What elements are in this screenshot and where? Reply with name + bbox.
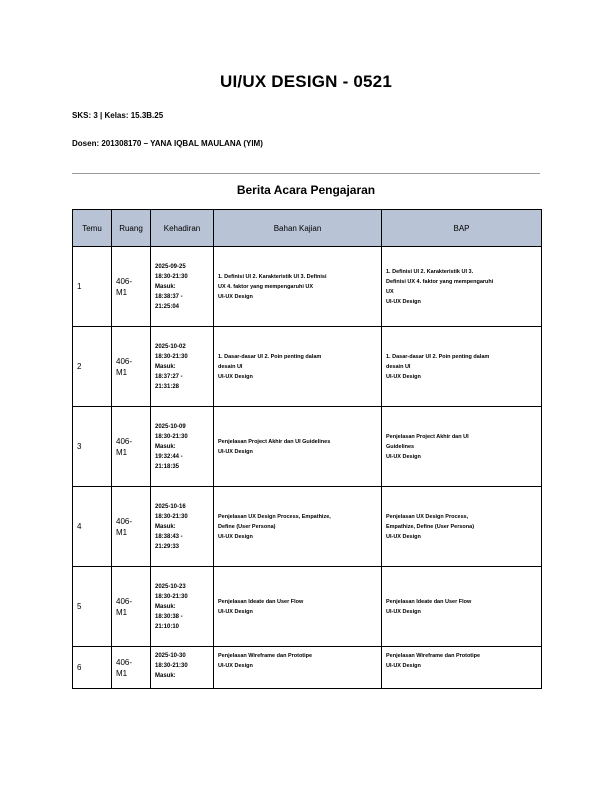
kehadiran-line: 18:37:27 - xyxy=(155,373,183,380)
cell-kehadiran xyxy=(151,327,214,407)
bap-line: Penjelasan UX Design Process, xyxy=(386,513,469,520)
cell-kehadiran xyxy=(151,567,214,647)
bahan-line: Penjelasan UX Design Process, Empathize, xyxy=(218,513,331,520)
bahan-line: Penjelasan Wireframe dan Prototipe xyxy=(218,653,313,659)
kehadiran-line: 2025-10-02 xyxy=(155,343,186,350)
table-header-row xyxy=(73,210,542,247)
bap-line: UI-UX Design xyxy=(386,453,421,460)
cell-bap xyxy=(382,327,542,407)
kehadiran-line: 18:30:38 - xyxy=(155,613,183,620)
section-title: Berita Acara Pengajaran xyxy=(236,183,376,197)
cell-bap xyxy=(382,247,542,327)
header-ruang: Ruang xyxy=(112,210,151,247)
bahan-line: UX 4. faktor yang mempengaruhi UX xyxy=(218,283,314,290)
ruang-line: 406- xyxy=(116,436,133,446)
kehadiran-line: Masuk: xyxy=(155,283,176,290)
bap-line: UI-UX Design xyxy=(386,608,421,615)
bap-line: UI-UX Design xyxy=(386,533,421,540)
kehadiran-line: 2025-10-09 xyxy=(155,423,186,430)
kehadiran-line: 21:31:28 xyxy=(155,383,180,390)
cell-bahan-kajian xyxy=(214,647,382,689)
bahan-line: Penjelasan Ideate dan User Flow xyxy=(218,598,304,605)
cell-bahan-kajian xyxy=(214,327,382,407)
cell-temu: 1 xyxy=(73,247,112,327)
kehadiran-line: 2025-10-16 xyxy=(155,503,186,510)
cell-ruang xyxy=(112,247,151,327)
kehadiran-line: 2025-10-23 xyxy=(155,583,186,590)
ruang-line: M1 xyxy=(116,607,128,617)
document-title: UI/UX DESIGN - 0521 xyxy=(220,72,392,91)
cell-bap xyxy=(382,407,542,487)
cell-bahan-kajian xyxy=(214,487,382,567)
cell-temu: 4 xyxy=(73,487,112,567)
kehadiran-line: 18:30-21:30 xyxy=(155,663,188,669)
bap-line: Empathize, Define (User Persona) xyxy=(386,523,475,530)
cell-bap xyxy=(382,487,542,567)
table-row xyxy=(73,247,542,327)
table-row xyxy=(73,487,542,567)
ruang-line: 406- xyxy=(116,276,133,286)
bahan-line: UI-UX Design xyxy=(218,373,253,380)
cell-ruang xyxy=(112,647,151,689)
cell-bahan-kajian xyxy=(214,567,382,647)
bahan-line: UI-UX Design xyxy=(218,293,253,300)
cell-bahan-kajian xyxy=(214,407,382,487)
cell-ruang xyxy=(112,407,151,487)
bap-line: UX xyxy=(386,288,394,295)
bap-line: UI-UX Design xyxy=(386,663,421,669)
cell-kehadiran xyxy=(151,247,214,327)
bahan-line: desain UI xyxy=(218,363,243,370)
table-row xyxy=(73,567,542,647)
bahan-line: UI-UX Design xyxy=(218,608,253,615)
bap-line: Penjelasan Wireframe dan Prototipe xyxy=(386,653,481,659)
kehadiran-line: Masuk: xyxy=(155,603,176,610)
ruang-line: M1 xyxy=(116,668,128,678)
bahan-line: UI-UX Design xyxy=(218,663,253,669)
kehadiran-line: 18:30-21:30 xyxy=(155,353,188,360)
ruang-line: M1 xyxy=(116,447,128,457)
header-kehadiran: Kehadiran xyxy=(151,210,214,247)
kehadiran-line: 2025-10-30 xyxy=(155,653,186,659)
bap-line: 1. Definisi UI 2. Karakteristik UI 3. xyxy=(386,268,474,275)
cell-kehadiran xyxy=(151,407,214,487)
ruang-line: M1 xyxy=(116,367,128,377)
header-bap: BAP xyxy=(382,210,542,247)
cell-ruang xyxy=(112,487,151,567)
bap-line: Penjelasan Project Akhir dan UI xyxy=(386,433,469,440)
bahan-line: UI-UX Design xyxy=(218,533,253,540)
header-temu: Temu xyxy=(73,210,112,247)
ruang-line: 406- xyxy=(116,516,133,526)
kehadiran-line: 21:10:10 xyxy=(155,623,180,630)
table-row xyxy=(73,407,542,487)
bahan-line: Penjelasan Project Akhir dan UI Guidelines xyxy=(218,438,331,445)
kehadiran-line: 18:38:43 - xyxy=(155,533,183,540)
bap-line: desain UI xyxy=(386,363,411,370)
cell-ruang xyxy=(112,327,151,407)
bahan-line: Define (User Persona) xyxy=(218,523,276,530)
bap-line: UI-UX Design xyxy=(386,298,421,305)
bap-table xyxy=(72,209,542,689)
bap-line: UI-UX Design xyxy=(386,373,421,380)
cell-temu: 5 xyxy=(73,567,112,647)
kehadiran-line: 18:30-21:30 xyxy=(155,593,188,600)
kehadiran-line: 18:38:37 - xyxy=(155,293,183,300)
ruang-line: 406- xyxy=(116,657,133,667)
kehadiran-line: 2025-09-25 xyxy=(155,263,186,270)
divider xyxy=(72,173,540,174)
cell-temu: 6 xyxy=(73,647,112,689)
kehadiran-line: 21:29:33 xyxy=(155,543,180,550)
ruang-line: 406- xyxy=(116,596,133,606)
bahan-line: 1. Definisi UI 2. Karakteristik UI 3. Definisi xyxy=(218,273,327,280)
cell-kehadiran xyxy=(151,487,214,567)
cell-kehadiran xyxy=(151,647,214,689)
kehadiran-line: 21:25:04 xyxy=(155,303,180,310)
cell-bahan-kajian xyxy=(214,247,382,327)
kehadiran-line: Masuk: xyxy=(155,523,176,530)
kehadiran-line: 18:30-21:30 xyxy=(155,273,188,280)
kehadiran-line: Masuk: xyxy=(155,673,176,679)
sks-kelas-info: SKS: 3 | Kelas: 15.3B.25 xyxy=(72,111,164,120)
bap-line: Penjelasan Ideate dan User Flow xyxy=(386,598,472,605)
kehadiran-line: 21:18:35 xyxy=(155,463,180,470)
kehadiran-line: Masuk: xyxy=(155,443,176,450)
bap-line: Definisi UX 4. faktor yang mempengaruhi xyxy=(386,278,494,285)
ruang-line: 406- xyxy=(116,356,133,366)
cell-bap xyxy=(382,567,542,647)
cell-temu: 2 xyxy=(73,327,112,407)
cell-bap xyxy=(382,647,542,689)
bahan-line: UI-UX Design xyxy=(218,448,253,455)
header-bahan-kajian: Bahan Kajian xyxy=(214,210,382,247)
kehadiran-line: Masuk: xyxy=(155,363,176,370)
bahan-line: 1. Dasar-dasar UI 2. Poin penting dalam xyxy=(218,353,322,360)
cell-temu: 3 xyxy=(73,407,112,487)
kehadiran-line: 18:30-21:30 xyxy=(155,513,188,520)
bap-line: Guidelines xyxy=(386,443,415,450)
table-row xyxy=(73,327,542,407)
ruang-line: M1 xyxy=(116,287,128,297)
kehadiran-line: 19:32:44 - xyxy=(155,453,183,460)
bap-line: 1. Dasar-dasar UI 2. Poin penting dalam xyxy=(386,353,490,360)
dosen-info: Dosen: 201308170 – YANA IQBAL MAULANA (YIM) xyxy=(72,139,263,148)
table-row xyxy=(73,647,542,689)
ruang-line: M1 xyxy=(116,527,128,537)
kehadiran-line: 18:30-21:30 xyxy=(155,433,188,440)
cell-ruang xyxy=(112,567,151,647)
